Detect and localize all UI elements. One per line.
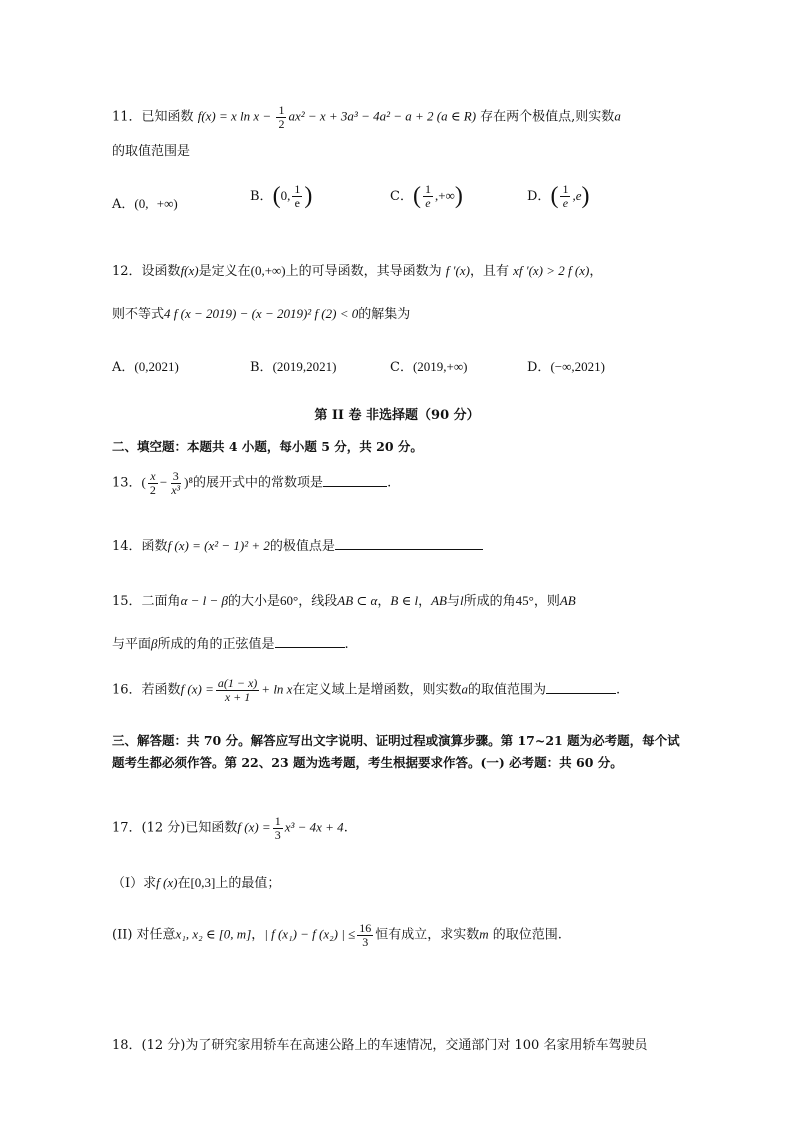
section2-title: 第 II 卷 非选择题（90 分） xyxy=(314,408,480,423)
q12-option-a: A．(0,2021) xyxy=(112,359,179,375)
q17-part2: (II) 对任意x₁, x₂ ∈ [0, m]，| f (x₁) − f (x₂) | ≤ $\frac{16}{3}$ 恒有成立，求实数m 的取位范围. xyxy=(112,921,562,949)
q17-stem: 17．(12 分)已知函数f (x) = $\frac{1}{3}$ x³ − 4x + 4. xyxy=(112,814,348,842)
q11-option-a: A．(0, +∞) xyxy=(112,196,178,212)
q16-answer-blank[interactable] xyxy=(546,681,616,694)
q16: 16．若函数f (x) = $\frac{a(1 - x)}{x + 1}$ + ln x在定义域上是增函数，则实数a的取值范围为 . xyxy=(112,676,621,704)
q17-part1: （I）求f (x)在[0,3]上的最值； xyxy=(112,875,281,891)
q11-line2: 的取值范围是 xyxy=(112,144,191,159)
q14: 14．函数f (x) = (x² − 1)² + 2的极值点是 xyxy=(112,535,483,554)
fill-heading: 二、填空题：本题共 4 小题，每小题 5 分，共 20 分。 xyxy=(112,439,423,454)
q11-option-d: D．( $\frac{1}{e}$ ,e) xyxy=(527,182,590,210)
q15-answer-blank[interactable] xyxy=(275,635,345,648)
q12-line2: 则不等式4 f (x − 2019) − (x − 2019)² f (2) < 0的解集为 xyxy=(112,306,411,322)
q12-option-c: C．(2019,+∞) xyxy=(390,359,468,375)
solve-heading: 三、解答题：共 70 分。解答应写出文字说明、证明过程或演算步骤。第 17~21 题为必考题，每个试题考生都必须作答。第 22、23 题为选考题，考生根据要求作答。(一) 必考题：共 60 分。 xyxy=(112,733,680,770)
q12-line1: 12．设函数f(x)是定义在(0,+∞)上的可导函数，其导函数为 f ′(x)，且有 xf ′(x) > 2 f (x)， xyxy=(112,263,603,279)
q14-answer-blank[interactable] xyxy=(335,537,483,550)
q11-line1: 11．已知函数 f(x) = x ln x − $\frac{1}{2}$ ax² − x + 3a³ − 4a² − a + 2 (a ∈ R) 存在两个极值点,则实数a xyxy=(112,103,621,131)
q15-line2: 与平面β所成的角的正弦值是 . xyxy=(112,636,349,652)
q11-option-c: C．( $\frac{1}{e}$ ,+∞) xyxy=(390,182,463,210)
q18-stem: 18．(12 分)为了研究家用轿车在高速公路上的车速情况，交通部门对 100 名家用轿车驾驶员 xyxy=(112,1038,648,1053)
q12-option-d: D．(−∞,2021) xyxy=(527,359,605,375)
q15-line1: 15．二面角α − l − β的大小是60°，线段AB ⊂ α，B ∈ l，AB与l所成的角45°，则AB xyxy=(112,593,576,609)
q12-option-b: B．(2019,2021) xyxy=(250,359,337,375)
q13-answer-blank[interactable] xyxy=(323,474,387,487)
q11-option-b: B．(0, $\frac{1}{e}$ ) xyxy=(250,182,313,210)
q13: 13．( $\frac{x}{2}$ − $\frac{3}{\text{x³}}$ )⁸的展开式中的常数项是 . xyxy=(112,469,392,497)
